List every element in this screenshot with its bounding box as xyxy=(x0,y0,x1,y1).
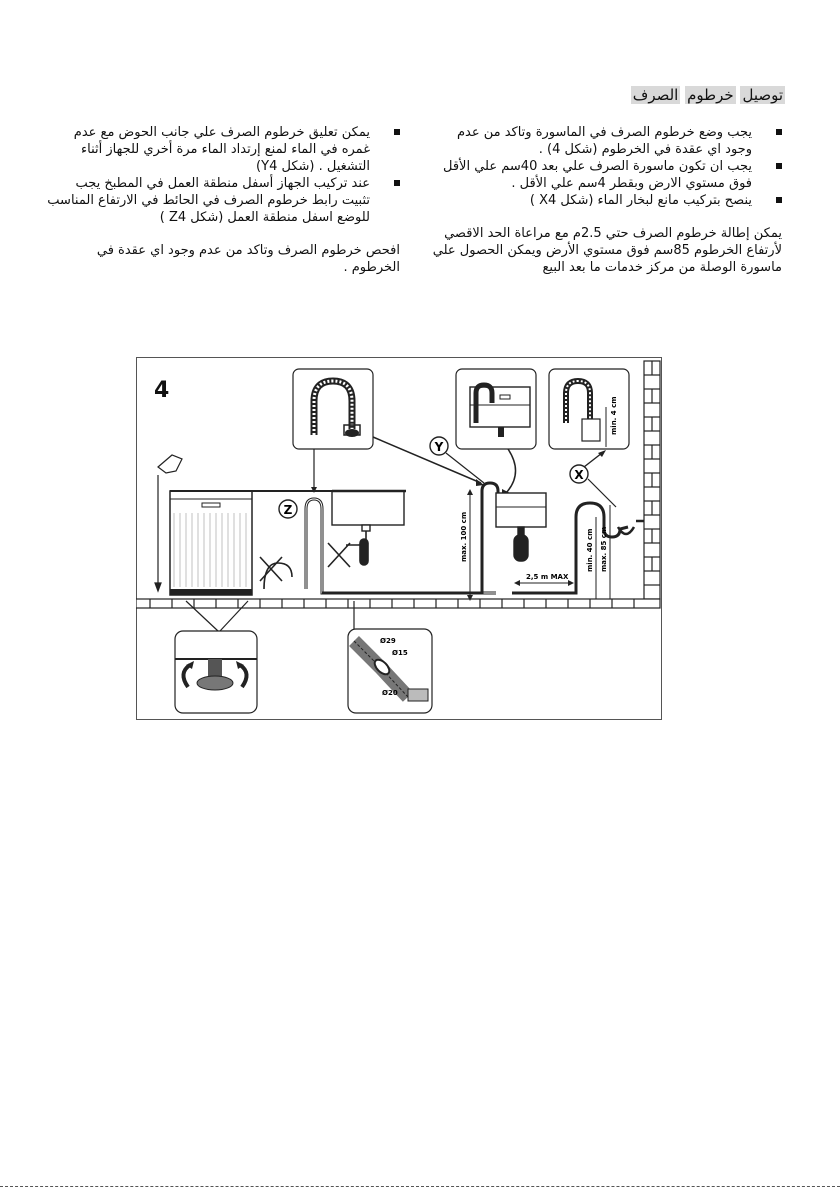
label-min-40cm: min. 40 cm xyxy=(586,528,594,572)
left-text-column xyxy=(45,124,400,276)
page-title xyxy=(631,86,785,104)
title-word-1: توصيل xyxy=(742,86,783,104)
bullet-drain-pipe-height: يجب ان تكون ماسورة الصرف علي بعد 40سم علي الأقل فوق مستوي الارض وبقطر 4سم علي الأقل . xyxy=(430,158,782,192)
figure-number: 4 xyxy=(154,378,170,403)
bullet-drain-hose-placement: يجب وضع خرطوم الصرف في الماسورة وتاكد من عدم وجود اي عقدة في الخرطوم (شكل 4) . xyxy=(430,124,782,158)
label-min-4cm: min. 4 cm xyxy=(610,396,618,435)
right-text-column xyxy=(430,124,782,276)
bullet-vapor-lock: ينصح بتركيب مانع لبخار الماء (شكل X4 ) xyxy=(430,192,782,209)
label-z: Z xyxy=(283,503,293,517)
kitchen-sink xyxy=(332,491,406,531)
title-word-2: خرطوم xyxy=(687,86,734,104)
label-x: X xyxy=(574,468,584,482)
dishwasher xyxy=(170,491,252,595)
brick-wall xyxy=(644,361,660,599)
drain-hose-diagram xyxy=(136,357,662,720)
title-word-3: الصرف xyxy=(632,86,679,104)
left-bullet-list xyxy=(45,124,400,226)
check-hose-paragraph: افحص خرطوم الصرف وتاكد من عدم وجود اي عقدة في الخرطوم . xyxy=(96,243,400,275)
label-2-5m-max: 2,5 m MAX xyxy=(526,573,569,581)
label-y: Y xyxy=(434,440,444,454)
extension-paragraph: يمكن إطالة خرطوم الصرف حتي 2.5م مع مراعاة الحد الاقصي لأرتفاع الخرطوم 85سم فوق مستوي الأرض ويمكن الحصول علي ماسورة الوصلة من مركز خدمات ما بعد البيع xyxy=(432,226,782,275)
inset-hose-connection xyxy=(348,629,432,713)
inset-sink-hose xyxy=(456,369,536,449)
floor-brick-strip xyxy=(136,599,660,608)
bullet-under-counter: عند تركيب الجهاز أسفل منطقة العمل في المطبخ يجب تثبيت رابط خرطوم الصرف في الحائط في الارتفاع المناسب للوضع اسفل منطقة العمل (شكل Z4 ) xyxy=(45,175,400,226)
installation-figure xyxy=(136,357,662,720)
label-d29: Ø29 xyxy=(380,637,396,645)
label-d20: Ø20 xyxy=(382,689,398,697)
inset-pipe-diameter xyxy=(549,369,629,449)
inset-adjust-feet xyxy=(175,631,257,713)
label-max-85cm: max. 85 cm xyxy=(600,526,608,572)
right-bullet-list xyxy=(430,124,782,209)
page-bottom-border xyxy=(0,1186,840,1187)
label-d15: Ø15 xyxy=(392,649,408,657)
bullet-sink-hang: يمكن تعليق خرطوم الصرف علي جانب الحوض مع عدم غمره في الماء لمنع إرتداد الماء مرة أخري للجهاز أثناء التشغيل . (شكل Y4) xyxy=(45,124,400,175)
label-max-100cm: max. 100 cm xyxy=(460,511,468,562)
inset-hose-hook xyxy=(293,369,373,449)
